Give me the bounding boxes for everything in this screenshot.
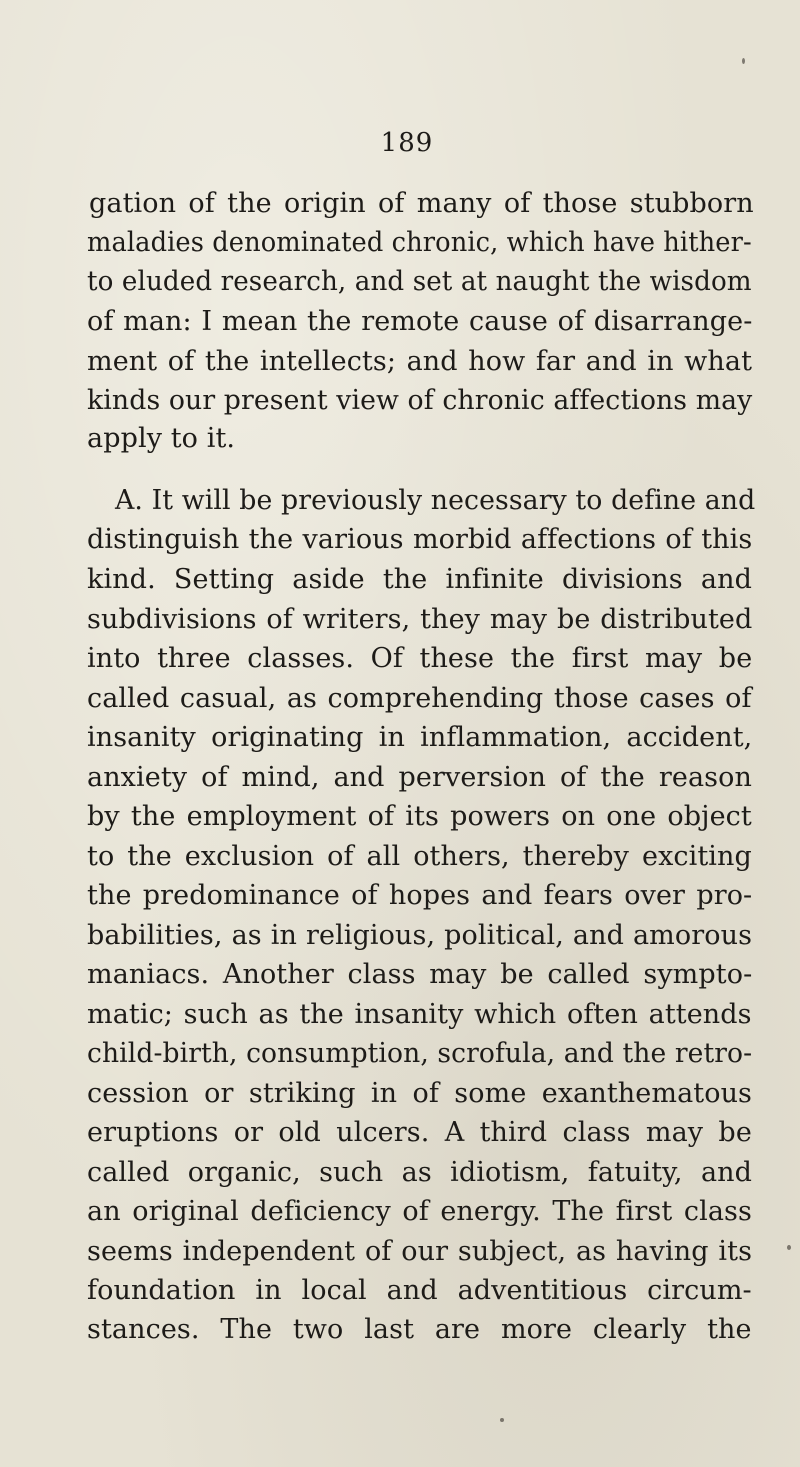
text-line: gation of the origin of many of those stubborn bbox=[89, 188, 754, 219]
text-line: cession or striking in of some exanthematous bbox=[87, 1078, 753, 1109]
ink-speck bbox=[787, 1245, 791, 1250]
text-line: called casual, as comprehending those cases of bbox=[87, 683, 752, 714]
text-line: subdivisions of writers, they may be distributed bbox=[87, 604, 753, 635]
text-line: by the employment of its powers on one object bbox=[87, 801, 752, 832]
text-line: stances. The two last are more clearly the bbox=[87, 1314, 752, 1345]
text-line: called organic, such as idiotism, fatuity, and bbox=[87, 1157, 753, 1188]
text-line: child-birth, consumption, scrofula, and the retro- bbox=[87, 1038, 753, 1069]
text-line: kinds our present view of chronic affections may bbox=[87, 385, 753, 416]
text-line: anxiety of mind, and perversion of the reason bbox=[87, 762, 752, 793]
text-line: the predominance of hopes and fears over pro- bbox=[87, 880, 753, 911]
text-line: to eluded research, and set at naught the wisdom bbox=[87, 266, 752, 297]
text-line: kind. Setting aside the infinite divisions and bbox=[87, 564, 752, 595]
ink-speck bbox=[742, 58, 745, 64]
text-line: maladies denominated chronic, which have hither- bbox=[87, 227, 752, 258]
page-number: 189 bbox=[380, 128, 434, 158]
text-line: to the exclusion of all others, thereby exciting bbox=[87, 841, 752, 872]
text-line: eruptions or old ulcers. A third class may be bbox=[87, 1117, 752, 1148]
text-line: babilities, as in religious, political, and amorous bbox=[87, 920, 753, 951]
text-line: distinguish the various morbid affections of this bbox=[87, 524, 753, 555]
text-line: maniacs. Another class may be called sympto- bbox=[87, 959, 753, 990]
text-line: apply to it. bbox=[87, 423, 236, 454]
text-line: insanity originating in inflammation, accident, bbox=[87, 722, 753, 753]
ink-speck bbox=[500, 1418, 504, 1422]
text-line: matic; such as the insanity which often attends bbox=[87, 999, 752, 1030]
text-line: seems independent of our subject, as having its bbox=[87, 1236, 753, 1267]
text-line: of man: I mean the remote cause of disarrange- bbox=[87, 306, 753, 337]
text-line: A. It will be previously necessary to define and bbox=[115, 485, 756, 516]
text-line: ment of the intellects; and how far and in what bbox=[87, 346, 753, 377]
text-line: into three classes. Of these the first may be bbox=[87, 643, 753, 674]
text-line: foundation in local and adventitious circum- bbox=[87, 1275, 752, 1306]
text-line: an original deficiency of energy. The first class bbox=[87, 1196, 752, 1227]
